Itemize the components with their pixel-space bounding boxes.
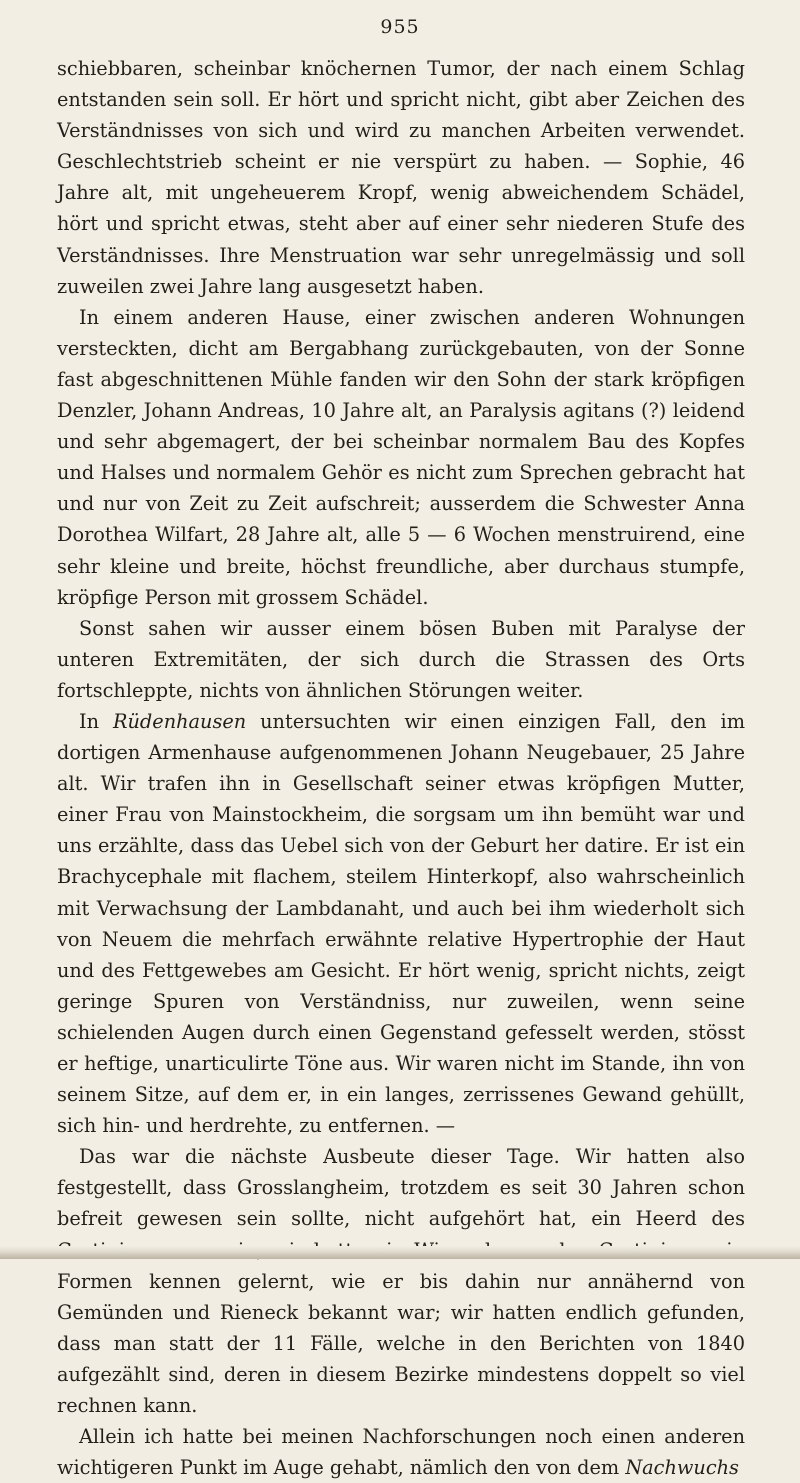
paragraph-2: [57, 302, 745, 613]
paragraph-4-text-a: In: [79, 709, 113, 733]
paragraph-3-text: Sonst sahen wir ausser einem bösen Buben mit Paralyse der unteren Extremitäten, der sich durch die Strassen des Orts fortschleppte, nichts von ähnlichen Störungen weiter.: [57, 616, 745, 702]
paragraph-2-text: In einem anderen Hause, einer zwischen anderen Wohnungen versteckten, dicht am Bergabhang zurückgebauten, von der Sonne fast abgeschnittenen Mühle fanden wir den Sohn der stark kröpfigen Denzler, Johann Andreas, 10 Jahre alt, an Paralysis agitans (?) leidend und sehr abgemagert, der bei scheinbar normalem Bau des Kopfes und Halses und normalem Gehör es nicht zum Sprechen gebracht hat und nur von Zeit zu Zeit aufschreit; ausserdem die Schwester Anna Dorothea Wilfart, 28 Jahre alt, alle 5 — 6 Wochen menstruirend, eine sehr kleine und breite, höchst freundliche, aber durchaus stumpfe, kröpfige Person mit grossem Schädel.: [57, 305, 745, 609]
place-name-ruedenhausen: Rüdenhausen: [113, 709, 247, 733]
paragraph-3: [57, 613, 745, 706]
paragraph-1: [57, 53, 745, 302]
page-bottom-edge: [0, 1246, 800, 1259]
paragraph-6-text: Allein ich hatte bei meinen Nachforschungen noch einen anderen wichtigeren Punkt im Auge gehabt, nämlich den von dem: [57, 1425, 745, 1480]
paragraph-4-text-b: untersuchten wir einen einzigen Fall, den im dortigen Armenhause aufgenommenen Johann Neugebauer, 25 Jahre alt. Wir trafen ihn in Gesellschaft seiner etwas kröpfigen Mutter, einer Frau von Mainstockheim, die sorgsam um ihn bemüht war und uns erzählte, dass das Uebel sich von der Geburt her datire. Er ist ein Brachycephale mit flachem, steilem Hinterkopf, also wahrscheinlich mit Verwachsung der Lambdanaht, und auch bei ihm wiederholt sich von Neuem die mehrfach erwähnte relative Hypertrophie der Haut und des Fettgewebes am Gesicht. Er hört wenig, spricht nichts, zeigt geringe Spuren von Verständniss, nur zuweilen, wenn seine schielenden Augen durch einen Gegenstand gefesselt werden, stösst er heftige, unarticulirte Töne aus. Wir waren nicht im Stande, ihn von seinem Sitze, auf dem er, in ein langes, zerrissenes Gewand gehüllt, sich hin- und herdrehte, zu entfernen. —: [57, 709, 745, 1138]
page-number: 955: [380, 16, 420, 38]
paragraph-6: [57, 1421, 745, 1483]
paragraph-5-text: Das war die nächste Ausbeute dieser Tage. Wir hatten also festgestellt, dass Grosslangheim, trotzdem es seit 30 Jahren schon befreit gewesen sein sollte, nicht aufgehört hat, ein Heerd des Formen kennen gelernt, wie er bis dahin nur annähernd von Gemünden und Rieneck bekannt war; wir hatten endlich gefunden, dass man statt der 11 Fälle, welche in den Berichten von 1840 aufgezählt sind, deren in diesem Bezirke mindestens doppelt so viel rechnen kann.: [57, 1145, 745, 1418]
paragraph-5: [57, 1141, 745, 1421]
paragraph-4: [57, 706, 745, 1141]
paragraph-1-text: schiebbaren, scheinbar knöchernen Tumor, der nach einem Schlag entstanden sein soll. Er hört und spricht nicht, gibt aber Zeichen des Verständnisses von sich und wird zu manchen Arbeiten verwendet. Geschlechtstrieb scheint er nie verspürt zu haben. — Sophie, 46 Jahre alt, mit ungeheuerem Kropf, wenig abweichendem Schädel, hört und spricht etwas, steht aber auf einer sehr niederen Stufe des Verständnisses. Ihre Menstruation war sehr unregelmässig und soll zuweilen zwei Jahre lang ausgesetzt haben.: [57, 57, 745, 298]
body-text: [57, 53, 745, 1483]
term-nachwuchs: Nachwuchs: [625, 1456, 739, 1480]
